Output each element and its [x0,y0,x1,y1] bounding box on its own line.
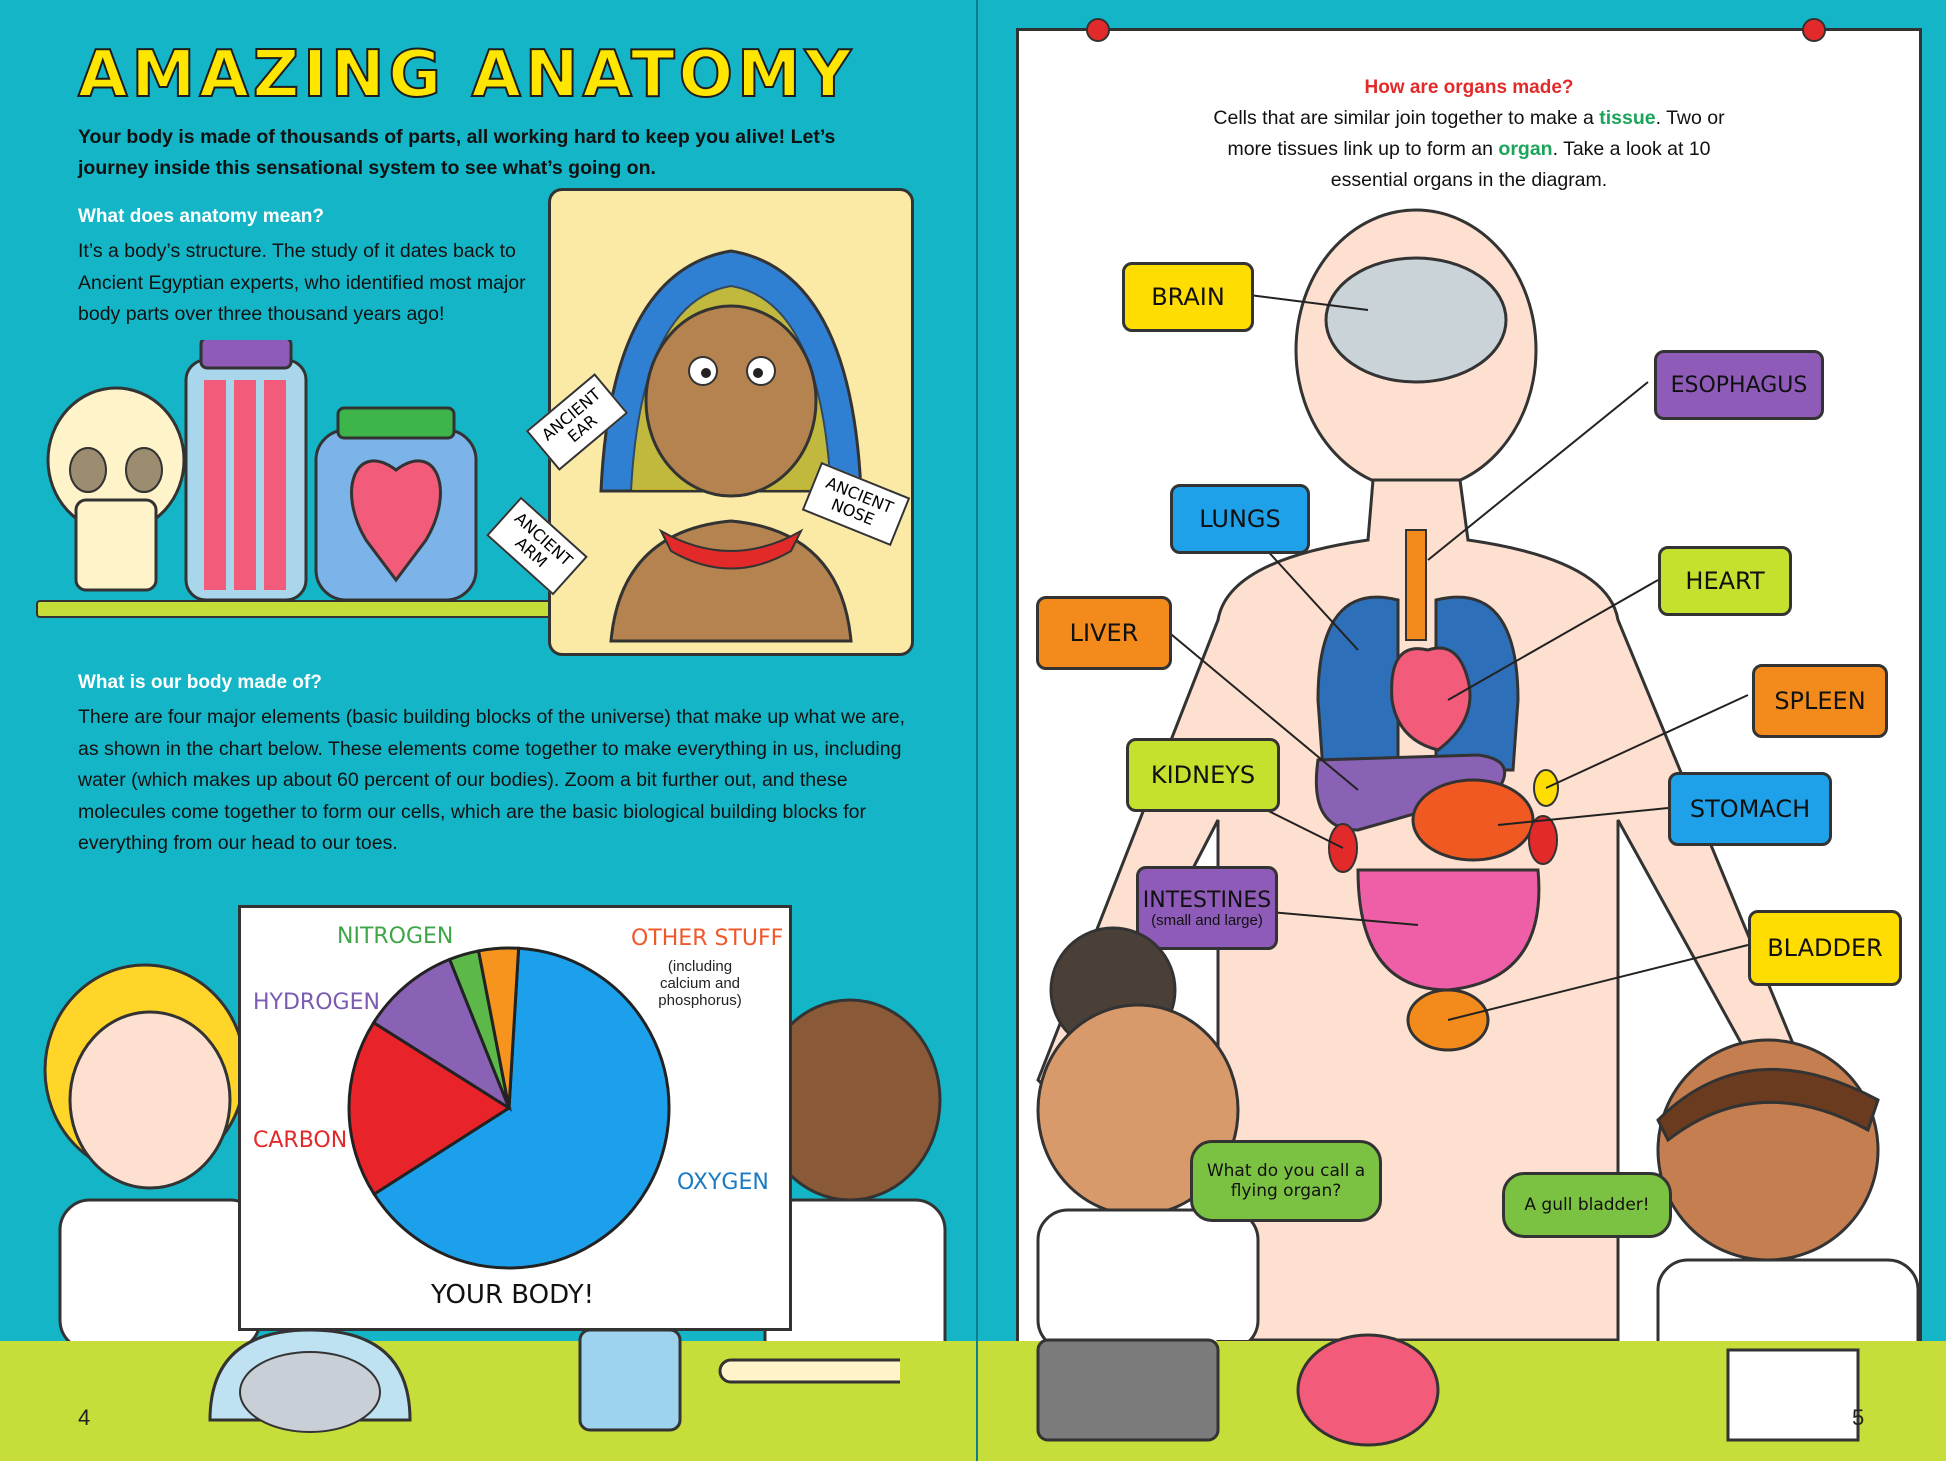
answer-part-2: . Two or more tissues link up to form an [1227,107,1725,160]
keyword-tissue: tissue [1599,107,1656,129]
right-page [976,0,1946,1461]
page-number-left: 4 [78,1405,91,1430]
desk-items-illustration [1028,1320,1928,1450]
jar-muscles-icon [186,340,306,600]
page-title: AMAZING ANATOMY [78,38,856,112]
organ-label-heart: HEART [1658,546,1792,616]
speech-bubble-answer: A gull bladder! [1502,1172,1672,1238]
scientist-woman-illustration [1018,920,1298,1340]
brain-organ [1326,258,1506,382]
organ-label-stomach: STOMACH [1668,772,1832,846]
tag-ancient-ear: ANCIENT EAR [526,373,628,471]
label-other-stuff: OTHER STUFF [631,926,784,951]
speech-bubble-question: What do you call a flying organ? [1190,1140,1382,1222]
tag-ancient-arm: ANCIENT ARM [486,497,588,596]
shelf-illustration [36,340,556,602]
shelf [36,600,570,618]
answer-part-3: . Take a look at 10 essential organs in the diagram. [1330,138,1711,191]
answer-body-made-of: There are four major elements (basic building blocks of the universe) that make up what we are, as shown in the chart below. These elements come together to make everything in us, including water (which makes up about 60 percent of our bodies). Zoom a bit further out, and these molecules come together to form our cells, which are the basic biological building blocks for everything from our head to our toes. [78,706,905,854]
tag-ancient-nose: ANCIENT NOSE [802,462,910,546]
pie-chart-card [238,905,792,1331]
right-kidney-organ [1529,816,1557,864]
organ-label-lungs: LUNGS [1170,484,1310,554]
label-hydrogen: HYDROGEN [253,990,380,1015]
intestines-title: INTESTINES [1142,887,1272,913]
keyword-organ: organ [1498,138,1553,160]
organ-label-brain: BRAIN [1122,262,1254,332]
organ-label-spleen: SPLEEN [1752,664,1888,738]
label-oxygen: OXYGEN [677,1170,769,1195]
question-body-made-of: What is our body made of? [78,672,322,693]
skull-icon [48,388,184,590]
page-number-right: 5 [1852,1405,1865,1430]
organs-question-title: How are organs made? [1364,77,1574,98]
scientist-girl-illustration [30,950,260,1350]
intro-text: Your body is made of thousands of parts, all working hard to keep you alive! Let’s journey inside this sensational system to see what’s going on. [78,126,836,179]
jar-heart-icon [316,408,476,600]
answer-part-1: Cells that are similar join together to make a [1213,107,1600,129]
answer-anatomy: It’s a body’s structure. The study of it dates back to Ancient Egyptian experts, who identified most major body parts over three thousand years ago! [78,240,526,325]
question-anatomy: What does anatomy mean? [78,206,324,227]
stomach-organ [1413,780,1533,860]
chart-title: YOUR BODY! [431,1280,595,1310]
organ-label-esophagus: ESOPHAGUS [1654,350,1824,420]
desk-items-illustration [200,1320,900,1440]
organ-label-kidneys: KIDNEYS [1126,738,1280,812]
label-nitrogen: NITROGEN [337,924,454,949]
label-carbon: CARBON [253,1128,348,1153]
intestines-sub: (small and large) [1151,911,1263,929]
organ-label-liver: LIVER [1036,596,1172,670]
esophagus-organ [1406,530,1426,640]
other-stuff-note: (including calcium and phosphorus) [658,958,742,1009]
organ-label-bladder: BLADDER [1748,910,1902,986]
